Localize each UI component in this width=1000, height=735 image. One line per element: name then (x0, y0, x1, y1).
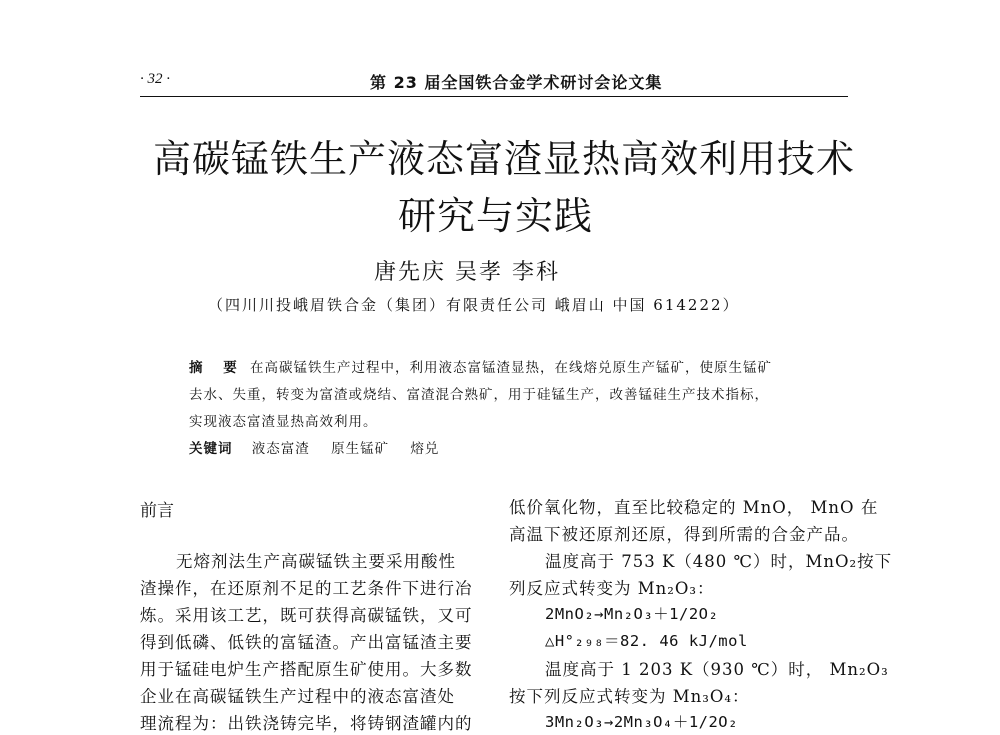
reaction-formula: 3Mn₂O₃→2Mn₃O₄＋1/2O₂ (545, 713, 738, 731)
reaction-formula: 2MnO₂→Mn₂O₃＋1/2O₂ (545, 605, 719, 623)
header-rule (140, 96, 848, 97)
authors: 唐先庆 吴孝 李科 (374, 260, 560, 285)
body-line: 温度高于 1 203 K（930 ℃）时， Mn₂O₃ (545, 660, 889, 679)
journal-title: 第 23 届全国铁合金学术研讨会论文集 (370, 73, 663, 92)
abstract-line (189, 356, 772, 376)
keywords (189, 437, 455, 457)
body-line: 按下列反应式转变为 Mn₃O₄： (509, 687, 750, 706)
body-line: 用于锰硅电炉生产搭配原生矿使用。大多数 (140, 660, 473, 679)
body-line: 理流程为：出铁浇铸完毕，将铸钢渣罐内的 (140, 714, 473, 733)
body-line: 企业在高碳锰铁生产过程中的液态富渣处 (140, 687, 455, 706)
page-number: · 32 · (140, 71, 170, 87)
body-line: 无熔剂法生产高碳锰铁主要采用酸性 (176, 552, 456, 571)
section-heading: 前言 (140, 501, 174, 521)
keyword: 熔兑 (410, 441, 440, 457)
abstract-line: 实现液态富渣显热高效利用。 (189, 414, 378, 430)
body-line: 温度高于 753 K（480 ℃）时，MnO₂按下 (545, 552, 893, 571)
paper-title-line-1: 高碳锰铁生产液态富渣显热高效利用技术 (153, 137, 856, 181)
keywords-label: 关键词 (189, 441, 233, 457)
keyword: 液态富渣 (251, 441, 310, 457)
affiliation: （四川川投峨眉铁合金（集团）有限责任公司 峨眉山 中国 614222） (208, 296, 740, 314)
body-line: 高温下被还原剂还原，得到所需的合金产品。 (509, 525, 859, 544)
body-line: 低价氧化物，直至比较稳定的 MnO， MnO 在 (509, 498, 879, 517)
paper-title-line-2: 研究与实践 (398, 194, 594, 238)
enthalpy-value: △H°₂₉₈＝82. 46 kJ/mol (545, 632, 748, 650)
abstract-label: 摘 要 (189, 360, 245, 376)
abstract-text: 在高碳锰铁生产过程中，利用液态富锰渣显热，在线熔兑原生产锰矿，使原生锰矿 (250, 360, 772, 376)
body-line: 得到低磷、低铁的富锰渣。产出富锰渣主要 (140, 633, 473, 652)
body-line: 炼。采用该工艺，既可获得高碳锰铁，又可 (140, 606, 473, 625)
keyword: 原生锰矿 (331, 441, 390, 457)
body-line: 渣操作，在还原剂不足的工艺条件下进行冶 (140, 579, 473, 598)
abstract-line: 去水、失重，转变为富渣或烧结、富渣混合熟矿，用于硅锰生产，改善锰硅生产技术指标， (189, 387, 769, 403)
body-line: 列反应式转变为 Mn₂O₃： (509, 579, 715, 598)
